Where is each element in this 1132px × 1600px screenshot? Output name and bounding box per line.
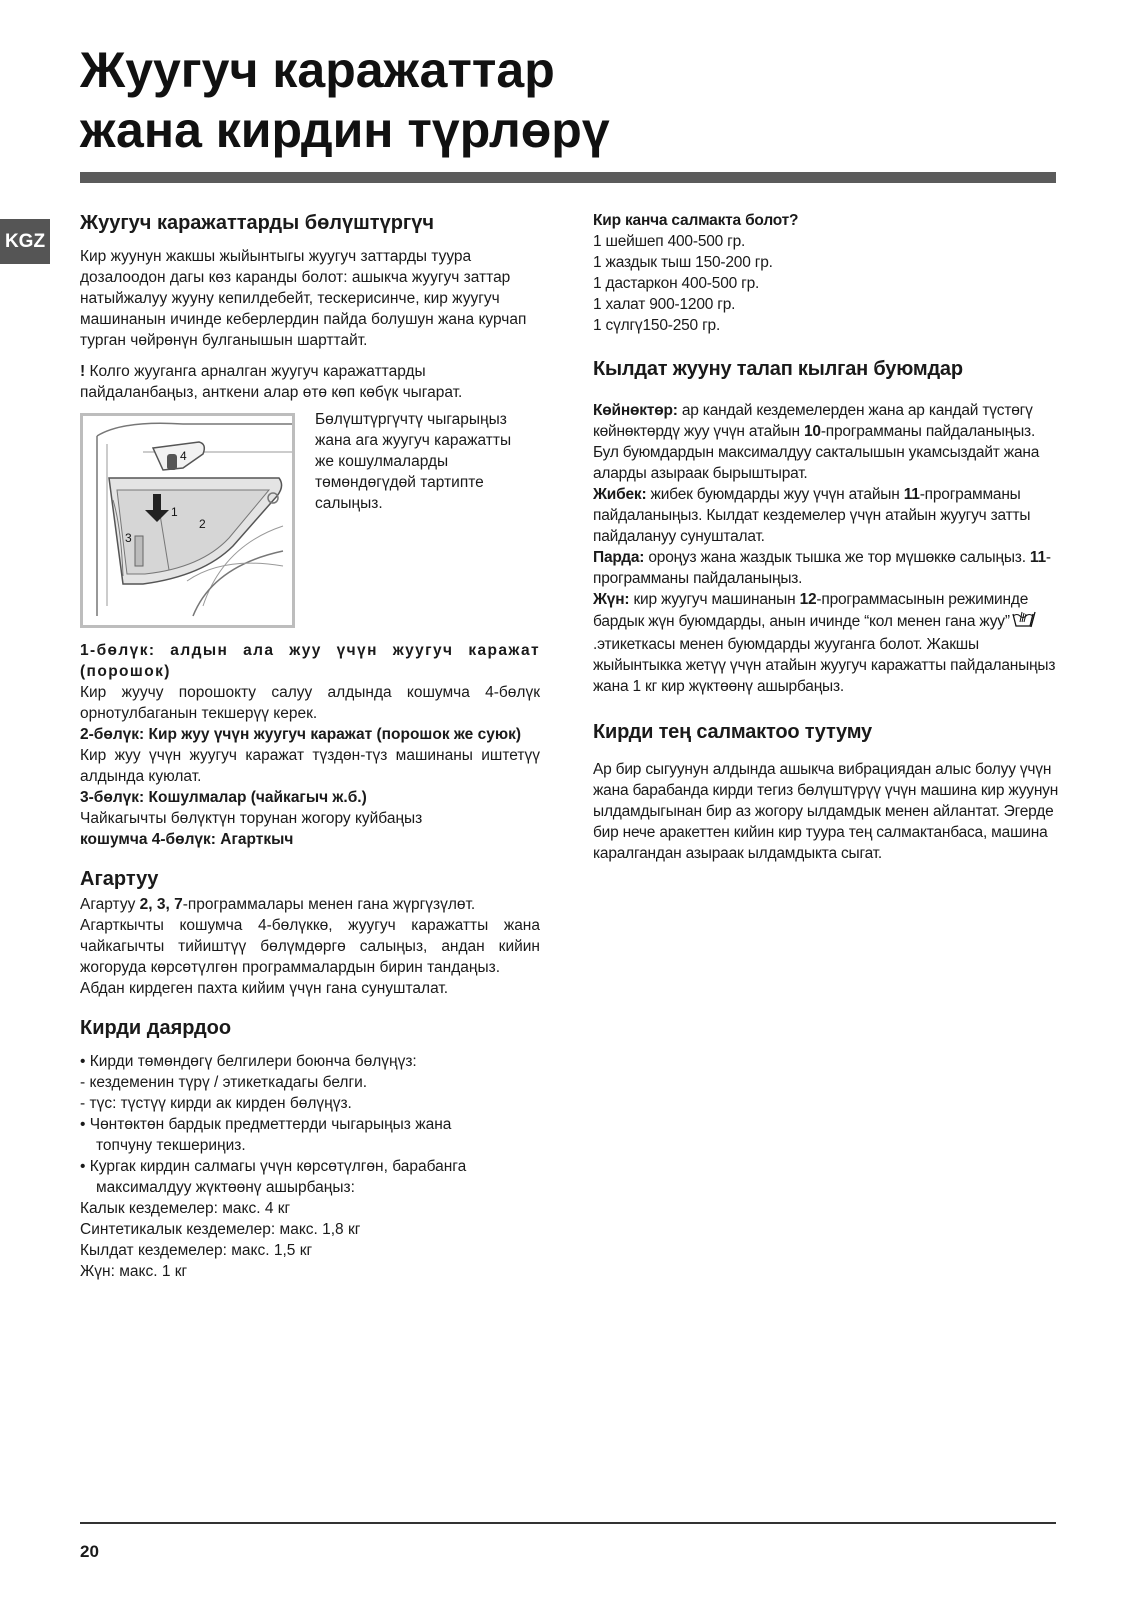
- prep-line: • Кирди төмөндөгү белгилери боюнча бөлүңүз:: [80, 1053, 417, 1070]
- page-title: [80, 40, 1060, 160]
- dispenser-drawing: [83, 416, 292, 625]
- prep-line: • Кургак кирдин салмагы үчүн көрсөтүлгөн, барабанга: [80, 1158, 467, 1175]
- warning-text: Колго жууганга арналган жуугуч каражаттарды пайдаланбаңыз, анткени алар өтө көп көбүк чыгарат.: [80, 363, 463, 401]
- silk-paragraph: Жибек: жибек буюмдарды жуу үчүн атайын 11-программаны пайдаланыңыз. Кылдат кездемелер үчүн атайын жуугуч затты пайдалануу сунушталат.: [593, 486, 1031, 545]
- weight-item: 1 шейшеп 400-500 гр.: [593, 233, 746, 250]
- bleach-section: [80, 866, 540, 999]
- left-column: [80, 210, 540, 1282]
- compartment2-text: Кир жуу үчүн жуугуч каражат түздөн-түз машинаны иштетүү алдында куюлат.: [80, 747, 540, 785]
- language-tab: KGZ: [0, 219, 50, 264]
- compartment2-title: 2-бөлүк: Кир жуу үчүн жуугуч каражат (порошок же суюк): [80, 726, 521, 743]
- delicate-heading: Кылдат жууну талап кылган буюмдар: [593, 358, 963, 380]
- dispenser-illustration: [80, 413, 295, 628]
- weight-item: 1 халат 900-1200 гр.: [593, 296, 736, 313]
- bleach-heading: Агартуу: [80, 868, 159, 890]
- load-limit: Калык кездемелер: макс. 4 кг: [80, 1200, 291, 1217]
- compartment3-text: Чайкагычты бөлүктүн торунан жогору куйбаңыз: [80, 810, 423, 827]
- right-column: [593, 210, 1063, 864]
- prep-line: топчуну текшериңиз.: [96, 1137, 246, 1154]
- balance-text: Ар бир сыгуунун алдында ашыкча вибрациядан алыс болуу үчүн жана барабанда кирди тегиз бөлүштүрүү үчүн машина кир жуунун ылдамдыгынан бир аз жогору ылдамдык менен айлантат. Эгерде бир нече аракеттен кийин кир туура тең салмактанбаса, машина каралгандан азыраак ылдамдыкта сыгат.: [593, 761, 1059, 862]
- figure-label-1: 1: [171, 505, 178, 519]
- compartment3-title: 3-бөлүк: Кошулмалар (чайкагыч ж.б.): [80, 789, 367, 806]
- balance-heading: Кирди тең салмактоо тутуму: [593, 721, 872, 743]
- handwash-icon: [1011, 610, 1037, 634]
- figure-label-3: 3: [125, 531, 132, 545]
- load-limit: Синтетикалык кездемелер: макс. 1,8 кг: [80, 1221, 361, 1238]
- compartment1-text: Кир жуучу порошокту салуу алдында кошумча 4-бөлүк орнотулбаганын текшерүү керек.: [80, 684, 540, 722]
- figure-caption: Бөлүштүргүчтү чыгарыңыз жана ага жуугуч каражатты же кошулмаларды төмөндөгүдөй тартипте салыңыз.: [315, 411, 512, 512]
- dispenser-figure-row: [80, 413, 540, 628]
- prep-line: максималдуу жүктөөнү ашырбаңыз:: [96, 1179, 355, 1196]
- curtain-paragraph: Парда: ороңуз жана жаздык тышка же тор мүшөккө салыңыз. 11-программаны пайдаланыңыз.: [593, 549, 1051, 587]
- load-limit: Кылдат кездемелер: макс. 1,5 кг: [80, 1242, 313, 1259]
- dispenser-heading: Жуугуч каражаттарды бөлүштүргүч: [80, 212, 434, 234]
- weight-item: 1 жаздык тыш 150-200 гр.: [593, 254, 773, 271]
- bleach-note: Абдан кирдеген пахта кийим үчүн гана сунушталат.: [80, 980, 449, 997]
- delicate-section: [593, 356, 1063, 697]
- footer-divider: [80, 1522, 1056, 1524]
- shirts-paragraph: Көйнөктөр: ар кандай кездемелерден жана ар кандай түстөгү көйнөктөрдү жуу үчүн атайын 10-программаны пайдаланыңыз. Бул буюмдардын максималдуу сакталышын укамсыздайт жана аларды азыраак бырыштырат.: [593, 402, 1040, 482]
- dispenser-intro: Кир жуунун жакшы жыйынтыгы жуугуч заттарды туура дозалоодон дагы көз каранды болот: ашыкча жуугуч заттар натыйжалуу жууну кепилдебейт, тескерисинче, кир жуугуч машинанын ичинде кеберлердин пайда болушун жана курчап турган чөйрөнүн булганышын шарттайт.: [80, 248, 527, 349]
- prep-heading: Кирди даярдоо: [80, 1017, 232, 1039]
- load-limit: Жүн: макс. 1 кг: [80, 1263, 188, 1280]
- page-title-line2: жана кирдин түрлөрү: [80, 102, 610, 158]
- weights-heading: Кир канча салмакта болот?: [593, 212, 799, 229]
- figure-label-4: 4: [180, 449, 187, 463]
- compartment4-title: кошумча 4-бөлүк: Агарткыч: [80, 831, 294, 848]
- wool-paragraph: Жүн: кир жуугуч машинанын 12-программасынын режиминде бардык жүн буюмдарды, анын ичинде “кол менен гана жуу”.этикеткасы менен буюмдарды жууганга болот. Жакшы жыйынтыкка жетүү үчүн атайын жуугуч каражатты пайдаланыңыз жана 1 кг кир жүктөөнү ашырбаңыз.: [593, 591, 1056, 695]
- weight-item: 1 сүлгү150-250 гр.: [593, 317, 721, 334]
- balance-section: [593, 719, 1063, 864]
- prep-line: - түс: түстүү кирди ак кирден бөлүңүз.: [80, 1095, 352, 1112]
- bleach-programs: Агартуу 2, 3, 7-программалары менен гана жүргүзүлөт.: [80, 896, 476, 913]
- prep-line: - кездеменин түрү / этикеткадагы белги.: [80, 1074, 368, 1091]
- figure-label-2: 2: [199, 517, 206, 531]
- prep-section: [80, 1015, 540, 1282]
- compartment1-title: 1-бөлүк: алдын ала жуу үчүн жуугуч каражат (порошок): [80, 642, 540, 680]
- bleach-instructions: Агарткычты кошумча 4-бөлүккө, жуугуч каражатты жана чайкагычты тийиштүү бөлүмдөргө салыңыз, андан кийин жогоруда көрсөтүлгөн программалардын бирин тандаңыз.: [80, 917, 540, 976]
- page-title-line1: Жуугуч каражаттар: [80, 42, 555, 98]
- title-divider: [80, 172, 1056, 183]
- dispenser-warning: [80, 361, 540, 403]
- prep-line: • Чөнтөктөн бардык предметтерди чыгарыңыз жана: [80, 1116, 452, 1133]
- weight-item: 1 дастаркон 400-500 гр.: [593, 275, 760, 292]
- warning-mark: !: [80, 363, 86, 380]
- page-number: 20: [80, 1542, 99, 1561]
